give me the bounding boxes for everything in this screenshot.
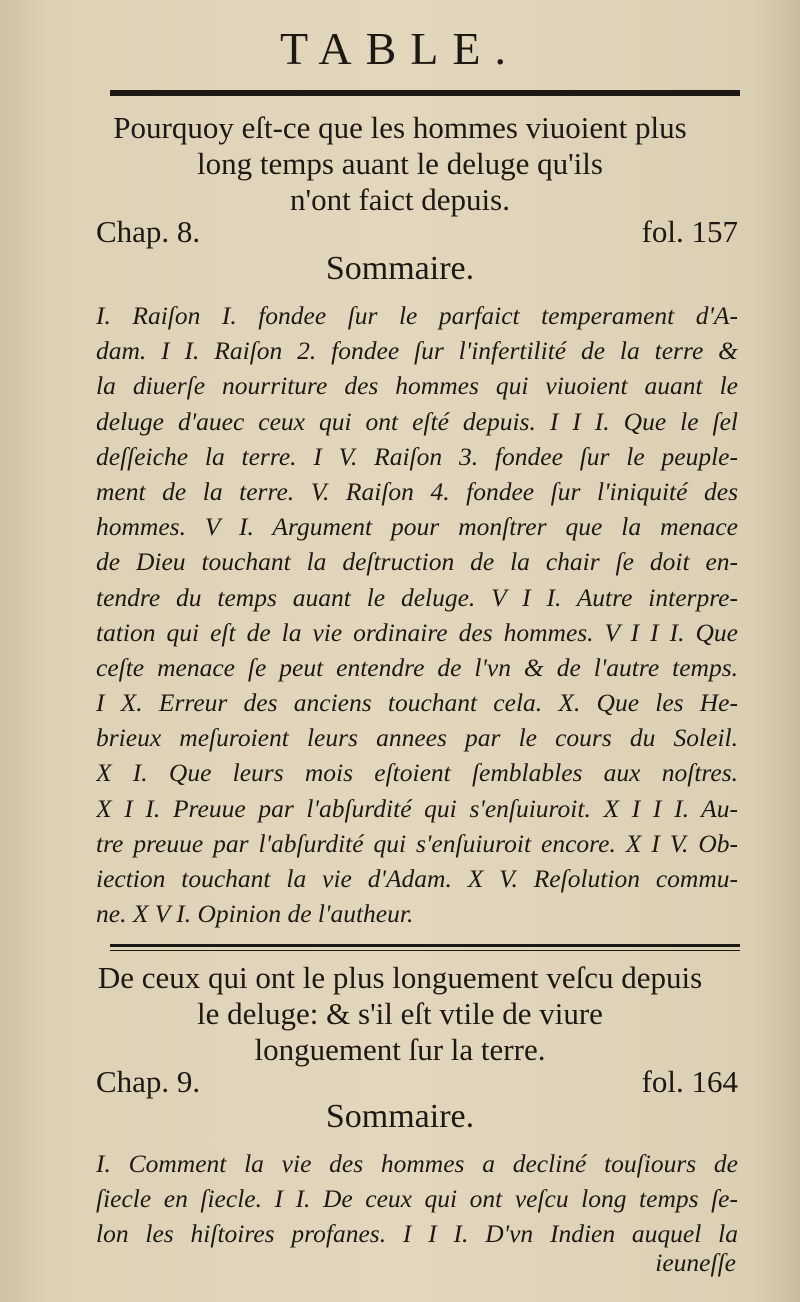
top-rule bbox=[110, 90, 740, 96]
chapter8-number: Chap. 8. bbox=[96, 214, 201, 249]
catchword: ieuneſſe bbox=[655, 1248, 736, 1277]
summary-line: de Dieu touchant la deſtruction de la chair ſe doit en- bbox=[96, 547, 738, 577]
chapter9-number: Chap. 9. bbox=[96, 1064, 201, 1099]
summary-line: I. Comment la vie des hommes a decliné touſiours de bbox=[96, 1149, 738, 1178]
summary-line: tendre du temps auant le deluge. V I I. Autre interpre- bbox=[96, 582, 738, 612]
heading-line: le deluge: & s'il eſt vtile de viure bbox=[197, 996, 603, 1031]
summary-line: ceſte menace ſe peut entendre de l'vn & de l'autre temps. bbox=[96, 652, 738, 682]
summary-line: X I I. Preuue par l'abſurdité qui s'enſuiuroit. X I I I. Au- bbox=[96, 793, 738, 823]
summary-line: tation qui eſt de la vie ordinaire des hommes. V I I I. Que bbox=[96, 617, 738, 647]
summary-line: ne. X V I. Opinion de l'autheur. bbox=[96, 899, 414, 929]
page-title: TABLE. bbox=[279, 23, 520, 74]
summary-line: brieux meſuroient leurs annees par le cours du Soleil. bbox=[96, 723, 738, 753]
chapter9-sommaire: Sommaire. bbox=[325, 1098, 475, 1135]
summary-line: ſiecle en ſiecle. I I. De ceux qui ont veſcu long temps ſe- bbox=[96, 1184, 738, 1214]
chapter8-ref-row bbox=[96, 214, 738, 254]
summary-line: dam. I I. Raiſon 2. fondee ſur l'infertilité de la terre & bbox=[96, 336, 738, 366]
chapter8-heading bbox=[0, 110, 800, 218]
chapter9-heading bbox=[0, 960, 800, 1068]
section-rule-thin bbox=[110, 950, 740, 951]
section-rule bbox=[110, 944, 740, 947]
summary-line: hommes. V I. Argument pour monſtrer que la menace bbox=[96, 512, 738, 542]
chapter8-sommaire: Sommaire. bbox=[325, 250, 475, 287]
summary-line: deſſeiche la terre. I V. Raiſon 3. fondee ſur le peuple- bbox=[96, 441, 738, 471]
heading-line: longuement ſur la terre. bbox=[254, 1032, 546, 1067]
heading-line: Pourquoy eſt-ce que les hommes viuoient plus bbox=[113, 110, 687, 145]
summary-line: I X. Erreur des anciens touchant cela. X. Que les He- bbox=[96, 688, 738, 718]
chapter9-folio: fol. 164 bbox=[641, 1064, 738, 1099]
heading-line: n'ont faict depuis. bbox=[290, 182, 510, 217]
summary-line: deluge d'auec ceux qui ont eſté depuis. I I I. Que le ſel bbox=[96, 406, 738, 436]
summary-line: X I. Que leurs mois eſtoient ſemblables aux noſtres. bbox=[96, 758, 738, 788]
heading-line: De ceux qui ont le plus longuement veſcu depuis bbox=[97, 960, 703, 995]
chapter9-summary bbox=[96, 1146, 738, 1252]
chapter8-folio: fol. 157 bbox=[641, 214, 738, 249]
summary-line: lon les hiſtoires profanes. I I I. D'vn Indien auquel la bbox=[96, 1219, 738, 1249]
summary-line: tre preuue par l'abſurdité qui s'enſuiuroit encore. X I V. Ob- bbox=[96, 828, 738, 858]
summary-line: la diuerſe nourriture des hommes qui viuoient auant le bbox=[96, 371, 738, 401]
chapter8-summary bbox=[96, 298, 738, 931]
summary-line: ment de la terre. V. Raiſon 4. fondee ſur l'iniquité des bbox=[96, 476, 738, 506]
summary-line: iection touchant la vie d'Adam. X V. Reſolution commu- bbox=[96, 864, 738, 893]
heading-line: long temps auant le deluge qu'ils bbox=[197, 146, 603, 181]
summary-line: I. Raiſon I. fondee ſur le parfaict temperament d'A- bbox=[96, 301, 738, 330]
